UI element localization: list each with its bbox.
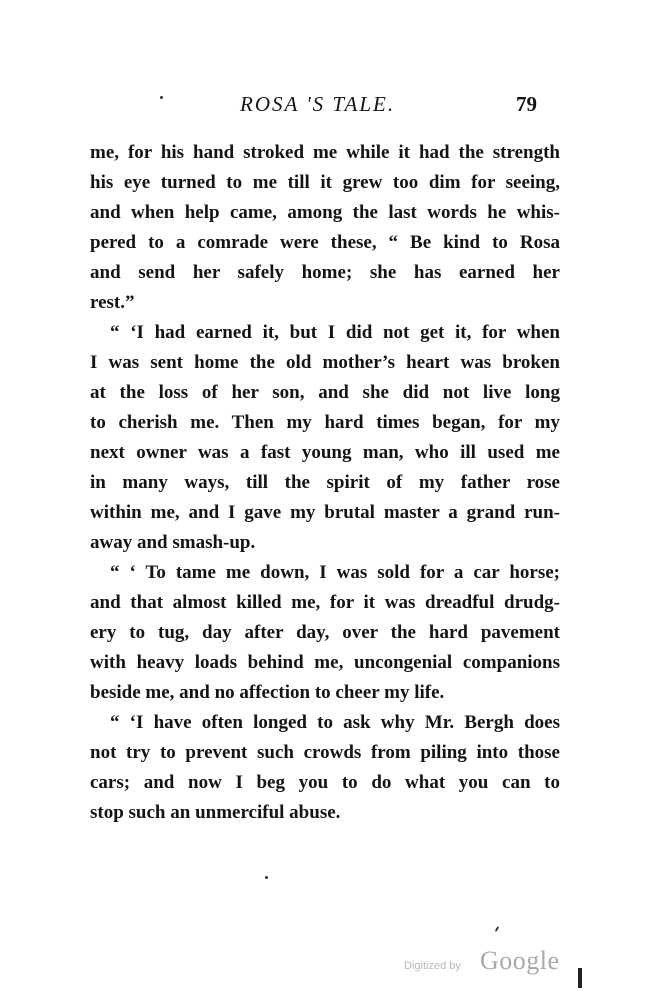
- print-speck: [160, 96, 163, 99]
- print-speck: [495, 926, 500, 932]
- text-line: within me, and I gave my brutal master a grand run-: [90, 502, 560, 523]
- text-line: me, for his hand stroked me while it had the strength: [90, 142, 560, 163]
- text-line: away and smash-up.: [90, 532, 256, 553]
- google-logo: Google: [480, 946, 560, 975]
- text-line: beside me, and no affection to cheer my life.: [90, 682, 445, 703]
- text-line: with heavy loads behind me, uncongenial companions: [90, 652, 560, 673]
- text-line: I was sent home the old mother’s heart was broken: [90, 352, 560, 373]
- text-line: stop such an unmerciful abuse.: [90, 802, 341, 823]
- text-line: not try to prevent such crowds from piling into those: [90, 742, 560, 763]
- text-line: to cherish me. Then my hard times began, for my: [90, 412, 560, 433]
- page-number: 79: [516, 92, 537, 116]
- watermark-prefix: Digitized by: [404, 960, 461, 972]
- text-line: and when help came, among the last words he whis-: [90, 202, 560, 223]
- text-line: in many ways, till the spirit of my father rose: [90, 472, 560, 493]
- text-line: ery to tug, day after day, over the hard pavement: [90, 622, 560, 643]
- text-line: and send her safely home; she has earned her: [90, 262, 560, 283]
- text-line: pered to a comrade were these, “ Be kind to Rosa: [90, 232, 560, 253]
- running-title: ROSA 'S TALE.: [240, 92, 396, 116]
- print-speck: [265, 876, 268, 879]
- body-text: [90, 138, 560, 828]
- text-line: at the loss of her son, and she did not live long: [90, 382, 560, 403]
- text-line: “ ‘ To tame me down, I was sold for a car horse;: [110, 562, 560, 583]
- running-head: [0, 92, 665, 122]
- text-line: “ ‘I have often longed to ask why Mr. Bergh does: [110, 712, 560, 733]
- text-line: cars; and now I beg you to do what you can to: [90, 772, 560, 793]
- edge-mark: [578, 968, 582, 988]
- text-line: and that almost killed me, for it was dreadful drudg-: [90, 592, 560, 613]
- text-line: rest.”: [90, 292, 135, 313]
- text-line: next owner was a fast young man, who ill used me: [90, 442, 560, 463]
- text-line: his eye turned to me till it grew too dim for seeing,: [90, 172, 560, 193]
- text-line: “ ‘I had earned it, but I did not get it, for when: [110, 322, 560, 343]
